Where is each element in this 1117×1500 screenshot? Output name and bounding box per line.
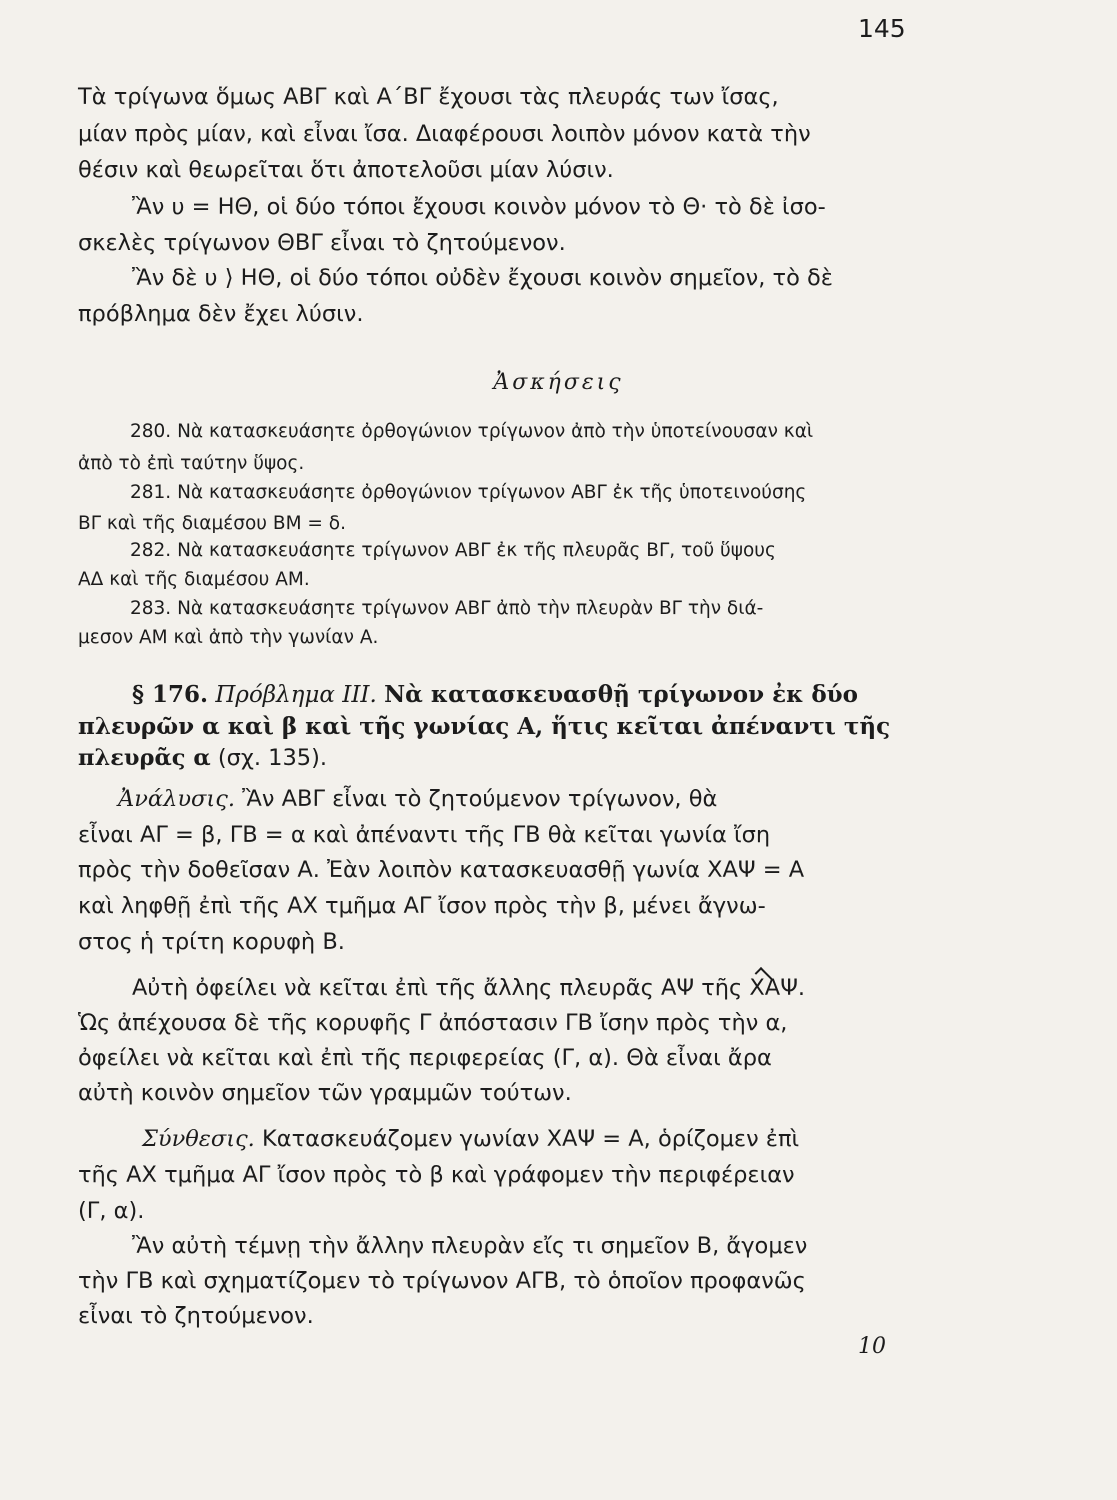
exercise-line: μεσον ΑΜ καὶ ἀπὸ τὴν γωνίαν Α. (78, 627, 379, 648)
analysis-paragraph-2-first-line (132, 975, 805, 1001)
intro-line: Ἂν υ = ΗΘ, οἱ δύο τόποι ἔχουσι κοινὸν μόνον τὸ Θ· τὸ δὲ ἰσο- (132, 194, 826, 220)
exercise-line: 282. Νὰ κατασκευάσητε τρίγωνον ΑΒΓ ἐκ τῆς πλευρᾶς ΒΓ, τοῦ ὕψους (130, 540, 776, 561)
synthesis-line: τῆς ΑΧ τμῆμα ΑΓ ἴσον πρὸς τὸ β καὶ γράφομεν τὴν περιφέρειαν (78, 1162, 795, 1188)
analysis-line: Ὡς ἀπέχουσα δὲ τῆς κορυφῆς Γ ἀπόστασιν ΓΒ ἴσην πρὸς τὴν α, (78, 1010, 788, 1036)
synthesis-line: (Γ, α). (78, 1198, 145, 1224)
intro-line: πρόβλημα δὲν ἔχει λύσιν. (78, 301, 364, 327)
synthesis-line: εἶναι τὸ ζητούμενον. (78, 1303, 314, 1329)
synthesis-text: Κατασκευάζομεν γωνίαν ΧΑΨ = Α, ὁρίζομεν ἐπὶ (261, 1126, 800, 1152)
problem-heading-line-1 (132, 681, 858, 708)
intro-line: μίαν πρὸς μίαν, καὶ εἶναι ἴσα. Διαφέρουσι λοιπὸν μόνον κατὰ τὴν (78, 121, 811, 147)
exercise-line: ΒΓ καὶ τῆς διαμέσου ΒΜ = δ. (78, 513, 347, 534)
analysis-line: πρὸς τὴν δοθεῖσαν Α. Ἐὰν λοιπὸν κατασκευασθῇ γωνία ΧΑΨ = Α (78, 857, 805, 883)
problem-label: Πρόβλημα ΙΙΙ. (215, 682, 377, 708)
analysis-text: Ἂν ΑΒΓ εἶναι τὸ ζητούμενον τρίγωνον, θὰ (242, 786, 718, 812)
analysis-line: καὶ ληφθῇ ἐπὶ τῆς ΑΧ τμῆμα ΑΓ ἴσον πρὸς τὴν β, μένει ἄγνω- (78, 893, 766, 919)
analysis-first-line (118, 786, 717, 812)
angle-xay: ΧΑΨ (749, 975, 798, 1001)
analysis-label: Ἀνάλυσις. (118, 786, 235, 812)
exercise-line: 280. Νὰ κατασκευάσητε ὀρθογώνιον τρίγωνον ἀπὸ τὴν ὑποτείνουσαν καὶ (130, 421, 814, 442)
page-number: 145 (858, 14, 906, 43)
exercise-line: ΑΔ καὶ τῆς διαμέσου ΑΜ. (78, 569, 310, 590)
problem-heading-line-3 (78, 745, 327, 771)
signature-mark: 10 (858, 1334, 886, 1359)
exercises-heading: Ἀσκήσεις (493, 370, 624, 395)
problem-heading-line-2: πλευρῶν α καὶ β καὶ τῆς γωνίας Α, ἥτις κεῖται ἀπέναντι τῆς (78, 713, 891, 740)
intro-line: σκελὲς τρίγωνον ΘΒΓ εἶναι τὸ ζητούμενον. (78, 230, 566, 256)
intro-line: Ἂν δὲ υ ⟩ ΗΘ, οἱ δύο τόποι οὐδὲν ἔχουσι κοινὸν σημεῖον, τὸ δὲ (132, 265, 833, 291)
exercise-line: ἀπὸ τὸ ἐπὶ ταύτην ὕψος. (78, 453, 305, 474)
analysis-line: ὀφείλει νὰ κεῖται καὶ ἐπὶ τῆς περιφερείας (Γ, α). Θὰ εἶναι ἄρα (78, 1045, 772, 1071)
analysis-p2-end: . (797, 975, 806, 1001)
intro-line: Τὰ τρίγωνα ὅμως ΑΒΓ καὶ Α΄ΒΓ ἔχουσι τὰς πλευράς των ἴσας, (78, 84, 779, 110)
synthesis-first-line (142, 1126, 799, 1152)
synthesis-line: Ἂν αὐτὴ τέμνῃ τὴν ἄλλην πλευρὰν εἴς τι σημεῖον Β, ἄγομεν (132, 1233, 808, 1259)
intro-line: θέσιν καὶ θεωρεῖται ὅτι ἀποτελοῦσι μίαν λύσιν. (78, 157, 614, 183)
analysis-line: στος ἡ τρίτη κορυφὴ Β. (78, 929, 345, 955)
analysis-line: εἶναι ΑΓ = β, ΓΒ = α καὶ ἀπέναντι τῆς ΓΒ θὰ κεῖται γωνία ἴση (78, 822, 771, 848)
problem-statement-end: πλευρᾶς α (78, 745, 211, 771)
analysis-p2-text: Αὐτὴ ὀφείλει νὰ κεῖται ἐπὶ τῆς ἄλλης πλευρᾶς ΑΨ τῆς (132, 975, 750, 1001)
synthesis-label: Σύνθεσις. (142, 1126, 255, 1152)
figure-reference: (σχ. 135). (210, 745, 328, 771)
exercise-line: 281. Νὰ κατασκευάσητε ὀρθογώνιον τρίγωνον ΑΒΓ ἐκ τῆς ὑποτεινούσης (130, 482, 807, 503)
analysis-line: αὐτὴ κοινὸν σημεῖον τῶν γραμμῶν τούτων. (78, 1080, 572, 1106)
synthesis-line: τὴν ΓΒ καὶ σχηματίζομεν τὸ τρίγωνον ΑΓΒ, τὸ ὁποῖον προφανῶς (78, 1268, 806, 1294)
section-number: § 176. (132, 681, 209, 708)
exercise-line: 283. Νὰ κατασκευάσητε τρίγωνον ΑΒΓ ἀπὸ τὴν πλευρὰν ΒΓ τὴν διά- (130, 598, 764, 619)
problem-statement: Νὰ κατασκευασθῇ τρίγωνον ἐκ δύο (384, 681, 858, 708)
